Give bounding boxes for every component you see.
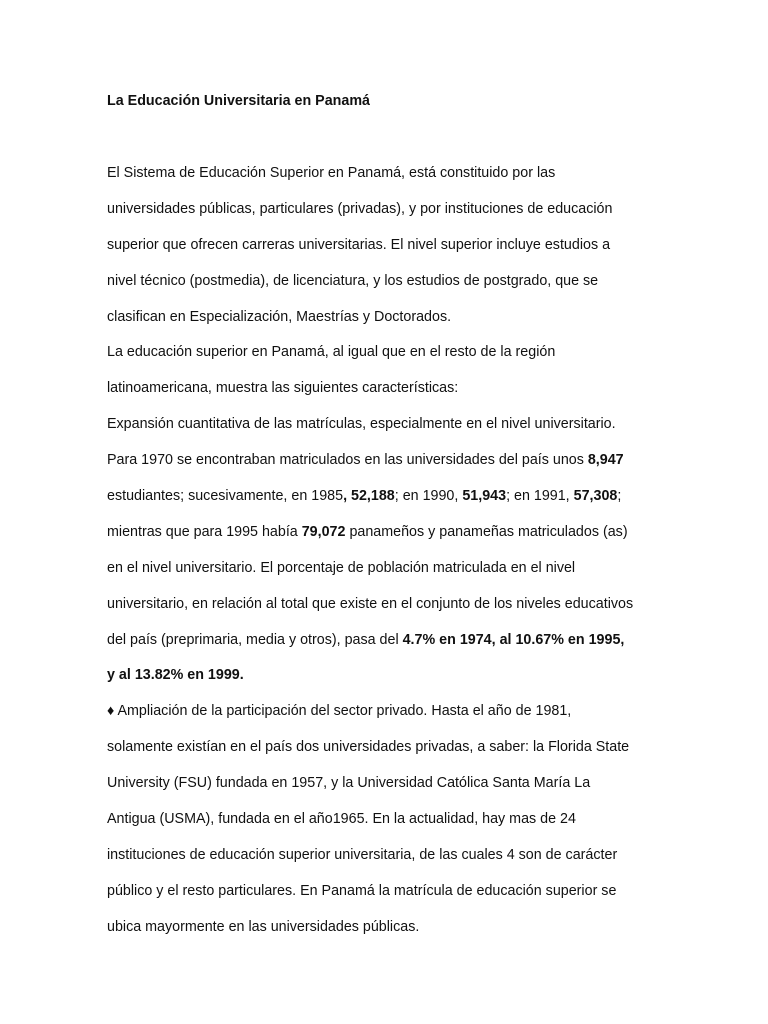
text-line [107,519,667,555]
text-span: en el nivel universitario. El porcentaje de población matriculada en el nivel [107,559,576,576]
text-span: solamente existían en el país dos universidades privadas, a saber: la Florida State [107,739,630,756]
text-span: ♦ Ampliación de la participación del sector privado. Hasta el año de 1981, [107,703,572,720]
text-span: nivel técnico (postmedia), de licenciatura, y los estudios de postgrado, que se [107,272,599,289]
text-line [107,734,667,770]
text-span: estudiantes; sucesivamente, en 1985 [107,488,344,505]
text-line [107,806,667,842]
bold-text: 79,072 [301,523,346,540]
text-line [107,232,667,268]
text-line [107,627,667,663]
bold-text: , 52,188 [343,488,395,505]
bold-text: 4.7% en 1974, al 10.67% en 1995, [402,631,625,648]
text-line [107,447,667,483]
bold-text: 8,947 [587,452,624,469]
text-line [107,698,667,734]
text-line [107,196,667,232]
text-line [107,304,667,340]
text-span: ubica mayormente en las universidades públicas. [107,918,420,935]
document-title: La Educación Universitaria en Panamá [107,93,371,109]
text-span: superior que ofrecen carreras universitarias. El nivel superior incluye estudios a [107,236,611,253]
text-line [107,375,667,411]
text-line [107,555,667,591]
text-span: latinoamericana, muestra las siguientes características: [107,380,459,397]
text-span: El Sistema de Educación Superior en Panamá, está constituido por las [107,165,556,181]
text-span: Antigua (USMA), fundada en el año1965. En la actualidad, hay mas de 24 [107,811,576,828]
text-span: La educación superior en Panamá, al igual que en el resto de la región [107,344,556,361]
text-span: clasifican en Especialización, Maestrías y Doctorados. [107,308,452,325]
text-span: University (FSU) fundada en 1957, y la Universidad Católica Santa María La [107,775,591,792]
text-span: mientras que para 1995 había [107,523,302,540]
text-span: Expansión cuantitativa de las matrículas, especialmente en el nivel universitario. [107,416,616,433]
text-line [107,878,667,914]
text-span: público y el resto particulares. En Panamá la matrícula de educación superior se [107,882,617,899]
text-line [107,662,667,698]
text-line [107,411,667,447]
text-line [107,268,667,304]
bold-text: y al 13.82% en 1999. [107,667,244,684]
text-span: Para 1970 se encontraban matriculados en las universidades del país unos [107,452,588,469]
text-span: del país (preprimaria, media y otros), pasa del [107,631,403,648]
document-body [107,160,667,950]
bold-text: 51,943 [462,488,507,505]
text-line [107,842,667,878]
text-line [107,160,667,196]
text-span: ; [617,488,622,505]
text-line [107,591,667,627]
text-span: ; en 1990, [394,488,463,505]
bold-text: 57,308 [573,488,618,505]
text-line [107,483,667,519]
text-span: universidades públicas, particulares (privadas), y por instituciones de educación [107,200,613,217]
text-span: instituciones de educación superior universitaria, de las cuales 4 son de carácter [107,846,618,863]
text-line [107,339,667,375]
text-line [107,914,667,950]
text-line [107,770,667,806]
title-spacer [107,114,667,160]
text-span: panameños y panameñas matriculados (as) [345,523,628,540]
text-span: ; en 1991, [506,488,574,505]
document-page [107,88,667,950]
text-span: universitario, en relación al total que existe en el conjunto de los niveles educativos [107,595,634,612]
